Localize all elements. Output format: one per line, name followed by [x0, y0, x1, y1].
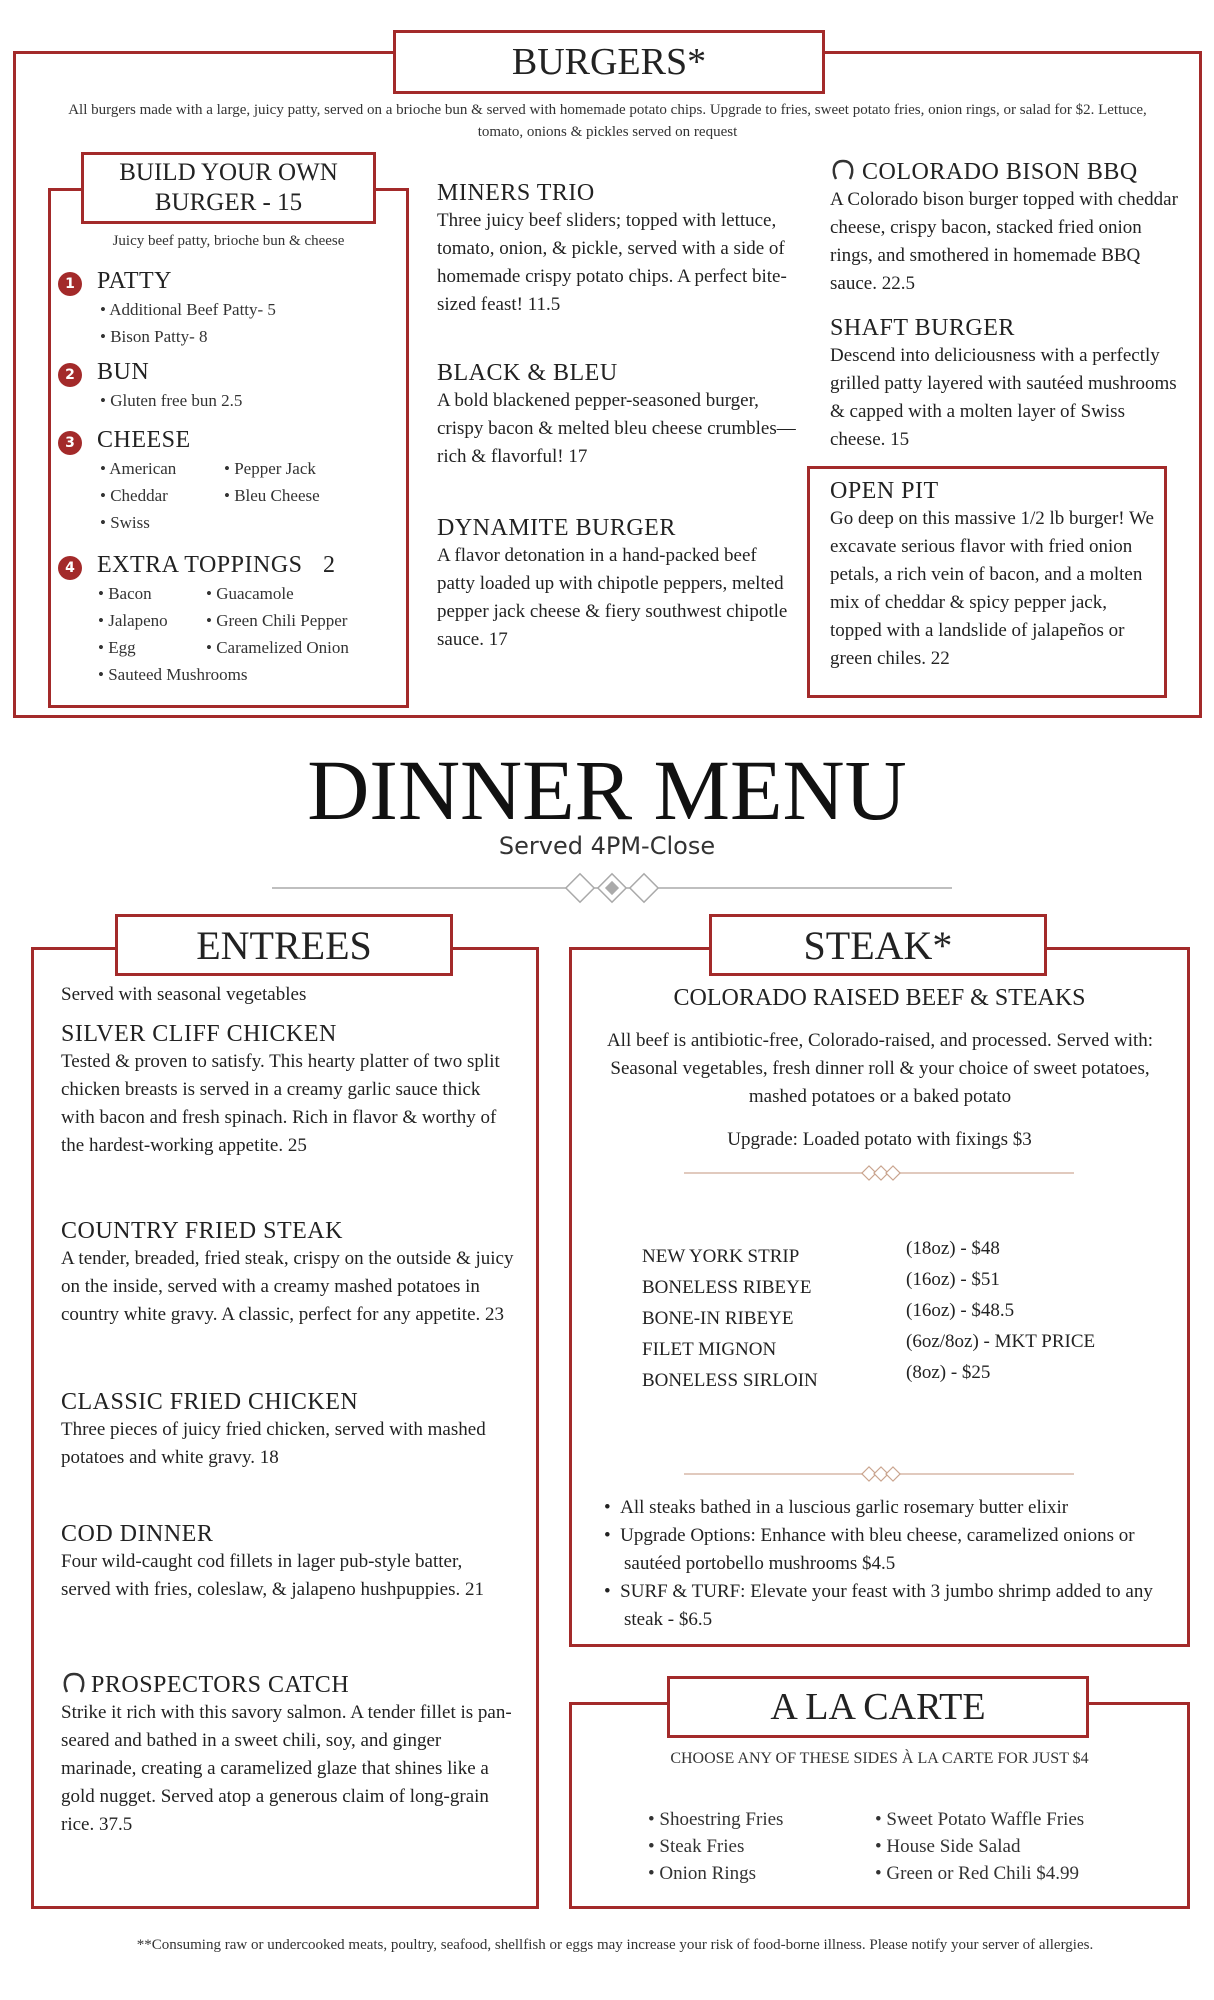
item-desc: A flavor detonation in a hand-packed beef patty loaded up with chipotle peppers, melted pepper jack cheese & fiery southwest chipotle sauce. 17 [437, 545, 788, 650]
steak-notes [604, 1494, 1179, 1634]
cut-name: FILET MIGNON [642, 1339, 777, 1360]
steak-intro: All beef is antibiotic-free, Colorado-raised, and processed. Served with: Seasonal vegetables, fresh dinner roll & your choice of sweet potatoes, mashed potatoes or a baked potato [606, 1030, 1154, 1107]
step-3-number: 3 [58, 431, 82, 455]
footer-disclaimer: **Consuming raw or undercooked meats, poultry, seafood, shellfish or eggs may increase your risk of food-borne illness. Please notify your server of allergies. [136, 1937, 1094, 1953]
item-name [61, 1670, 516, 1699]
burgers-title-text: BURGERS* [511, 41, 707, 83]
step-1-label: PATTY [97, 268, 172, 294]
topping-egg: Egg [108, 638, 136, 657]
topping-options: • Bacon • Guacamole • Jalapeno • Green Chili Pepper • Egg • Caramelized Onion • Sauteed Mushrooms [98, 584, 349, 684]
item-desc: Descend into deliciousness with a perfectly grilled patty layered with sautéed mushrooms & capped with a molten layer of Swiss cheese. 15 [830, 345, 1177, 450]
item-desc: A bold blackened pepper-seasoned burger, crispy bacon & melted bleu cheese crumbles—rich & flavorful! 17 [437, 390, 796, 467]
item-desc: Strike it rich with this savory salmon. A tender fillet is pan-seared and bathed in a sweet chili, soy, and ginger marinade, creating a caramelized glaze that shines like a gold nugget. Served atop a generous claim of long-grain rice. 37.5 [61, 1702, 512, 1835]
entrees-note: Served with seasonal vegetables [61, 984, 307, 1005]
cut-name: BONELESS RIBEYE [642, 1277, 812, 1298]
steak-divider-icon [684, 1464, 1074, 1484]
steak-note-text: All steaks bathed in a luscious garlic rosemary butter elixir [620, 1497, 1069, 1518]
cheese-option-american: American [109, 459, 177, 478]
alacarte-title-text: A LA CARTE [770, 1686, 986, 1728]
burger-item-dynamite [437, 515, 797, 654]
steak-subtitle: COLORADO RAISED BEEF & STEAKS [673, 985, 1086, 1011]
dinner-menu-subtitle: Served 4PM-Close [498, 832, 716, 860]
item-name: COUNTRY FRIED STEAK [61, 1218, 343, 1244]
topping-bacon: Bacon [108, 584, 152, 603]
topping-guacamole: Guacamole [216, 584, 294, 603]
entree-cod-dinner [61, 1521, 516, 1604]
cut-price: (16oz) - $51 [906, 1269, 1000, 1290]
item-desc: Three pieces of juicy fried chicken, served with mashed potatoes and white gravy. 18 [61, 1419, 486, 1468]
burger-item-shaft [830, 315, 1185, 454]
steak-note-text: Upgrade Options: Enhance with bleu cheese, caramelized onions or sautéed portobello mushrooms $4.5 [620, 1525, 1135, 1574]
item-name: DYNAMITE BURGER [437, 515, 676, 541]
cut-price: (8oz) - $25 [906, 1362, 991, 1383]
alacarte-subtitle: CHOOSE ANY OF THESE SIDES À LA CARTE FOR JUST $4 [670, 1750, 1089, 1767]
cut-name: BONE-IN RIBEYE [642, 1308, 794, 1329]
steak-title-text: STEAK* [803, 922, 953, 968]
cheese-option-swiss: Swiss [110, 513, 150, 532]
entree-classic-fried-chicken [61, 1389, 516, 1472]
cut-price: (6oz/8oz) - MKT PRICE [906, 1331, 1096, 1352]
steak-note: • Upgrade Options: Enhance with bleu cheese, caramelized onions or sautéed portobello mushrooms $4.5 [604, 1525, 1135, 1574]
steak-cuts [642, 1233, 1182, 1393]
cut-name: NEW YORK STRIP [642, 1246, 800, 1267]
steak-title [709, 914, 1047, 976]
cheese-option: • [100, 459, 110, 478]
steak-divider-icon [684, 1163, 1074, 1183]
item-name-text: COLORADO BISON BBQ [862, 159, 1138, 185]
item-name: SILVER CLIFF CHICKEN [61, 1021, 337, 1047]
topping-caramelized-onion: Caramelized Onion [216, 638, 349, 657]
byo-subtitle: Juicy beef patty, brioche bun & cheese [112, 233, 345, 249]
item-name: OPEN PIT [830, 478, 939, 504]
item-desc: Three juicy beef sliders; topped with lettuce, tomato, onion, & pickle, served with a side of homemade crispy potato chips. A perfect bite-sized feast! 11.5 [437, 210, 787, 315]
steak-note: • SURF & TURF: Elevate your feast with 3 jumbo shrimp added to any steak - $6.5 [604, 1581, 1153, 1630]
side-item: • Green or Red Chili $4.99 [875, 1860, 1084, 1887]
entree-country-fried-steak [61, 1218, 516, 1329]
bun-options [100, 387, 242, 414]
steak-note-text: SURF & TURF: Elevate your feast with 3 jumbo shrimp added to any steak - $6.5 [620, 1581, 1153, 1630]
burgers-title [393, 30, 825, 94]
steak-upgrade: Upgrade: Loaded potato with fixings $3 [727, 1129, 1032, 1150]
side-item: • Shoestring Fries [648, 1806, 783, 1833]
side-item: • Onion Rings [648, 1860, 783, 1887]
item-desc: Four wild-caught cod fillets in lager pub-style batter, served with fries, coleslaw, & jalapeno hushpuppies. 21 [61, 1551, 485, 1600]
alacarte-title [667, 1676, 1089, 1738]
cheese-option-pepper-jack: Pepper Jack [234, 459, 316, 478]
alacarte-right-list [875, 1806, 1084, 1887]
cheese-option-cheddar: Cheddar [110, 486, 168, 505]
step-4-label [97, 552, 336, 579]
item-desc: A Colorado bison burger topped with cheddar cheese, crispy bacon, stacked fried onion rings, and smothered in homemade BBQ sauce. 22.5 [830, 189, 1178, 294]
byo-title-line2: BURGER - 15 [154, 189, 303, 216]
burger-item-bison-bbq [830, 157, 1185, 298]
item-desc: Tested & proven to satisfy. This hearty platter of two split chicken breasts is served in a creamy garlic sauce thick with bacon and fresh spinach. Rich in flavor & worthy of the hardest-working appetite. 25 [61, 1051, 500, 1156]
entree-prospectors-catch [61, 1670, 516, 1839]
cut-price: (18oz) - $48 [906, 1238, 1000, 1259]
step-1-number: 1 [58, 272, 82, 296]
topping-sauteed-mushrooms: Sauteed Mushrooms [108, 665, 248, 684]
horseshoe-icon [830, 157, 856, 183]
step-4-label-text: EXTRA TOPPINGS [97, 552, 303, 578]
burger-item-black-bleu [437, 360, 797, 471]
dinner-menu-title: DINNER MENU [307, 742, 907, 838]
byo-title-line1: BUILD YOUR OWN [119, 159, 338, 186]
item-name: SHAFT BURGER [830, 315, 1015, 341]
item-name-text: PROSPECTORS CATCH [91, 1672, 350, 1698]
steak-note: • All steaks bathed in a luscious garlic rosemary butter elixir [604, 1497, 1069, 1518]
item-name: BLACK & BLEU [437, 360, 618, 386]
entrees-title [115, 914, 453, 976]
entree-silver-cliff-chicken [61, 1021, 516, 1160]
item-desc: A tender, breaded, fried steak, crispy on the outside & juicy on the inside, served with a creamy mashed potatoes in country white gravy. A classic, perfect for any appetite. 23 [61, 1248, 514, 1325]
step-2-label: BUN [97, 359, 150, 385]
burger-item-open-pit [830, 478, 1155, 673]
byo-title [81, 152, 376, 224]
entrees-title-text: ENTREES [196, 922, 372, 968]
item-name: CLASSIC FRIED CHICKEN [61, 1389, 359, 1415]
side-item: • House Side Salad [875, 1833, 1084, 1860]
bun-option: • Gluten free bun 2.5 [100, 387, 242, 414]
burgers-intro: All burgers made with a large, juicy patty, served on a brioche bun & served with homemade potato chips. Upgrade to fries, sweet potato fries, onion rings, or salad for $2. Lettuce, tomato, onions & pickles served on request [68, 102, 1147, 140]
alacarte-left-list [648, 1806, 783, 1887]
side-item: • Steak Fries [648, 1833, 783, 1860]
cut-name: BONELESS SIRLOIN [642, 1370, 818, 1391]
horseshoe-icon [61, 1670, 87, 1696]
side-item: • Sweet Potato Waffle Fries [875, 1806, 1084, 1833]
step-3-label: CHEESE [97, 427, 191, 453]
patty-option: • Additional Beef Patty- 5 [100, 296, 276, 323]
topping-jalapeno: Jalapeno [108, 611, 168, 630]
item-desc: Go deep on this massive 1/2 lb burger! We excavate serious flavor with fried onion petals, a rich vein of bacon, and a molten mix of cheddar & spicy pepper jack, topped with a landslide of jalapeños or green chiles. 22 [830, 508, 1154, 669]
cheese-option-bleu-cheese: Bleu Cheese [234, 486, 320, 505]
step-4-price: 2 [323, 552, 336, 578]
item-name: COD DINNER [61, 1521, 214, 1547]
ornament-divider-icon [272, 870, 952, 906]
item-name: MINERS TRIO [437, 180, 595, 206]
cut-price: (16oz) - $48.5 [906, 1300, 1015, 1321]
patty-option: • Bison Patty- 8 [100, 323, 276, 350]
item-name [830, 157, 1185, 186]
burger-item-miners-trio [437, 180, 797, 319]
step-2-number: 2 [58, 363, 82, 387]
topping-green-chili: Green Chili Pepper [216, 611, 348, 630]
step-4-number: 4 [58, 556, 82, 580]
patty-options [100, 296, 276, 350]
